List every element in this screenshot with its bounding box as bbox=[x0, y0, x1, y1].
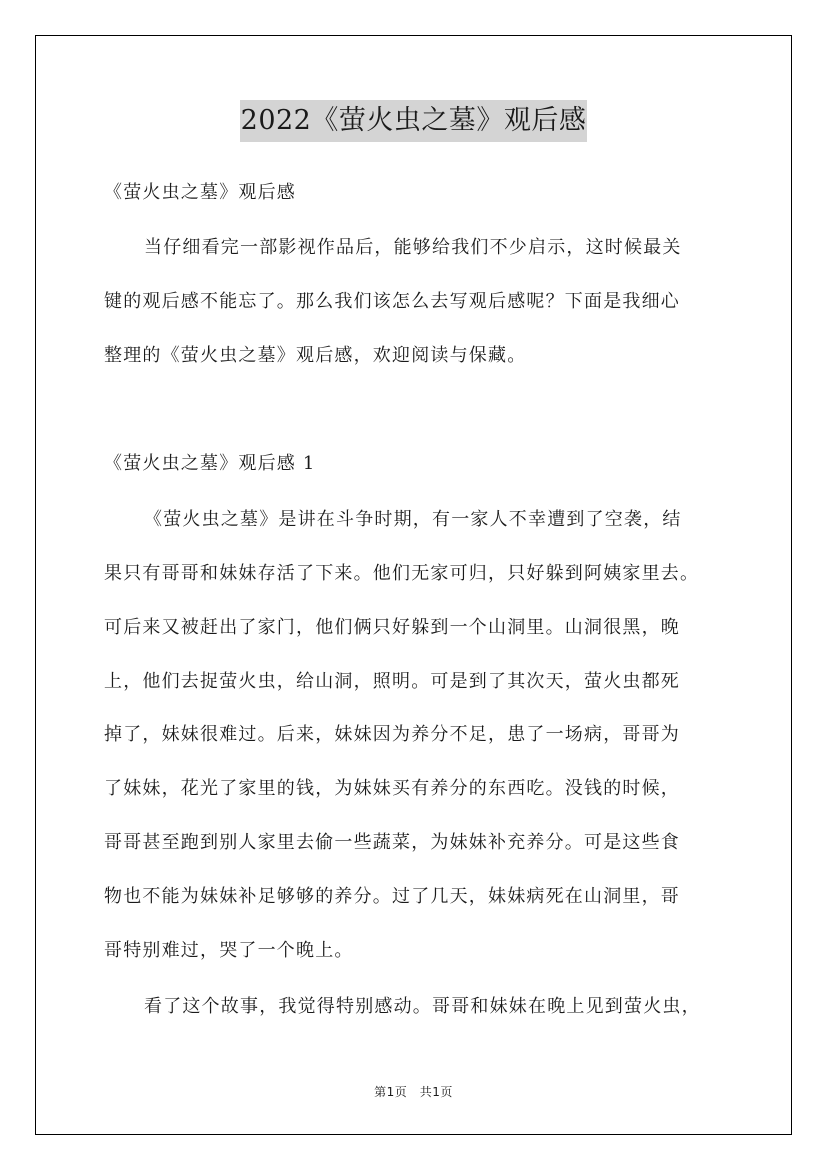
body-line: 上，他们去捉萤火虫，给山洞，照明。可是到了其次天，萤火虫都死 bbox=[104, 671, 680, 692]
body-line: 《萤火虫之墓》是讲在斗争时期，有一家人不幸遭到了空袭，结 bbox=[144, 509, 682, 530]
paragraph-start-line: 看了这个故事，我觉得特别感动。哥哥和妹妹在晚上见到萤火虫， bbox=[144, 996, 701, 1017]
intro-line: 当仔细看完一部影视作品后，能够给我们不少启示，这时候最关 bbox=[144, 237, 682, 258]
document-subtitle: 《萤火虫之墓》观后感 bbox=[104, 182, 296, 203]
intro-line: 整理的《萤火虫之墓》观后感，欢迎阅读与保藏。 bbox=[104, 345, 527, 366]
body-line: 物也不能为妹妹补足够够的养分。过了几天，妹妹病死在山洞里，哥 bbox=[104, 886, 680, 907]
body-line: 了妹妹，花光了家里的钱，为妹妹买有养分的东西吃。没钱的时候， bbox=[104, 778, 680, 799]
section-heading: 《萤火虫之墓》观后感 1 bbox=[104, 453, 316, 474]
document-title: 2022《萤火虫之墓》观后感 bbox=[240, 100, 588, 142]
body-line: 哥特别难过，哭了一个晚上。 bbox=[104, 940, 354, 961]
body-line: 果只有哥哥和妹妹存活了下来。他们无家可归，只好躲到阿姨家里去。 bbox=[104, 563, 700, 584]
page-number: 第1页 共1页 bbox=[374, 1085, 453, 1099]
title-container bbox=[0, 100, 827, 142]
body-line: 可后来又被赶出了家门，他们俩只好躲到一个山洞里。山洞很黑，晚 bbox=[104, 617, 680, 638]
intro-line: 键的观后感不能忘了。那么我们该怎么去写观后感呢？下面是我细心 bbox=[104, 291, 680, 312]
body-line: 哥哥甚至跑到别人家里去偷一些蔬菜，为妹妹补充养分。可是这些食 bbox=[104, 832, 680, 853]
body-line: 掉了，妹妹很难过。后来，妹妹因为养分不足，患了一场病，哥哥为 bbox=[104, 724, 680, 745]
